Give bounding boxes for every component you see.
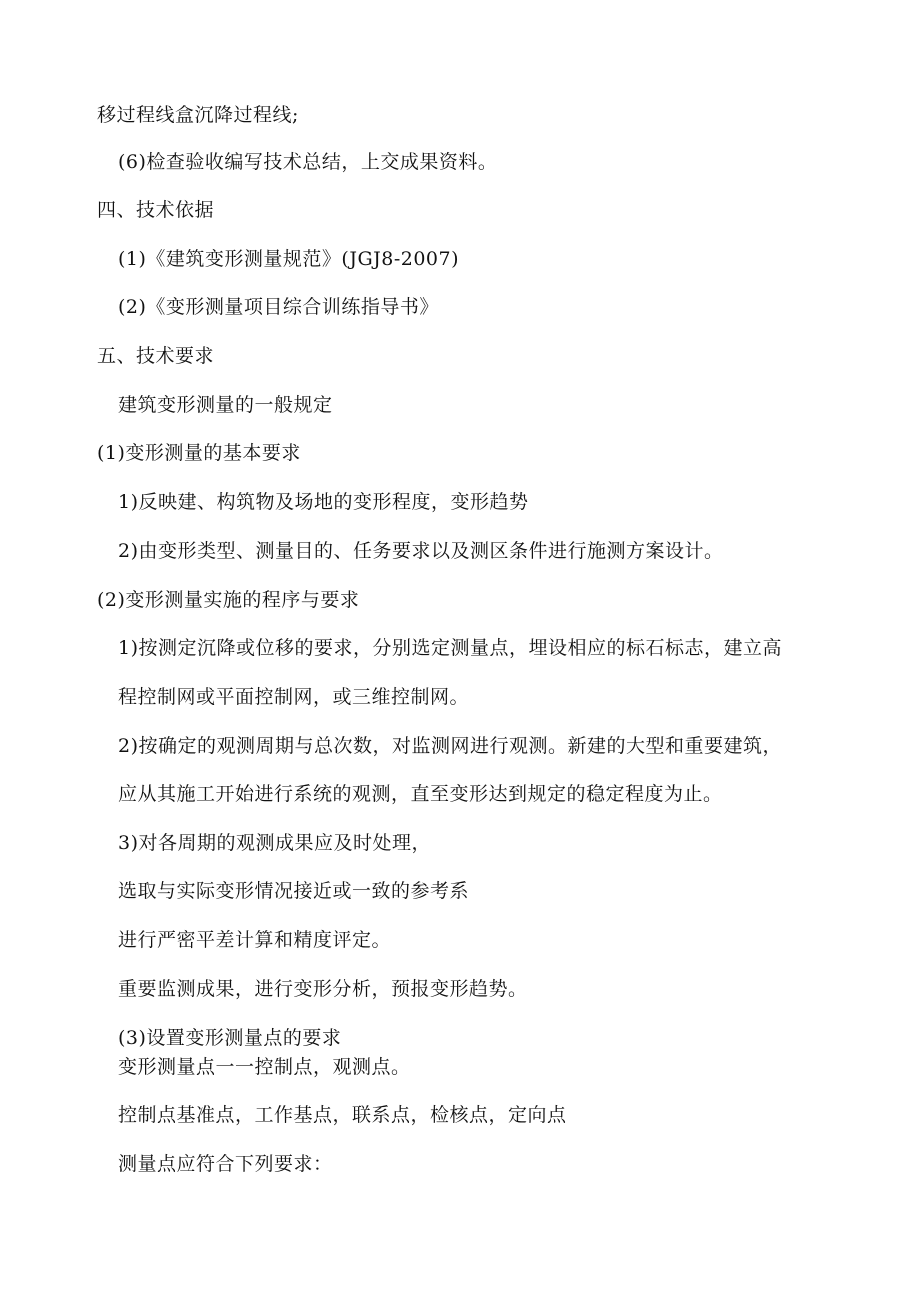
section-heading: 四、技术依据 — [97, 199, 215, 221]
text-line: 进行严密平差计算和精度评定。 — [118, 929, 392, 951]
text-line: 测量点应符合下列要求： — [118, 1153, 333, 1175]
text-line: (1)《建筑变形测量规范》(JGJ8-2007) — [118, 248, 460, 270]
subsection-heading: (3)设置变形测量点的要求 — [118, 1027, 342, 1049]
text-line: 建筑变形测量的一般规定 — [118, 394, 333, 416]
text-line: 重要监测成果，进行变形分析，预报变形趋势。 — [118, 978, 528, 1000]
text-line: (6)检查验收编写技术总结，上交成果资料。 — [118, 151, 498, 173]
text-line: 应从其施工开始进行系统的观测，直至变形达到规定的稳定程度为止。 — [118, 783, 723, 805]
text-line: 移过程线盒沉降过程线; — [97, 104, 299, 126]
text-line: 控制点基准点，工作基点，联系点，检核点，定向点 — [118, 1104, 567, 1126]
section-heading: 五、技术要求 — [97, 345, 215, 367]
text-line: 程控制网或平面控制网，或三维控制网。 — [118, 686, 470, 708]
subsection-heading: (2)变形测量实施的程序与要求 — [97, 589, 360, 611]
text-line: 变形测量点一一控制点，观测点。 — [118, 1056, 411, 1078]
subsection-heading: (1)变形测量的基本要求 — [97, 442, 301, 464]
text-line: 选取与实际变形情况接近或一致的参考系 — [118, 880, 470, 902]
text-line: 2)由变形类型、测量目的、任务要求以及测区条件进行施测方案设计。 — [118, 540, 724, 562]
text-line: 3)对各周期的观测成果应及时处理， — [118, 832, 432, 854]
text-line: (2)《变形测量项目综合训练指导书》 — [118, 296, 439, 318]
text-line: 2)按确定的观测周期与总次数，对监测网进行观测。新建的大型和重要建筑， — [118, 735, 783, 757]
text-line: 1)反映建、构筑物及场地的变形程度，变形趋势 — [118, 491, 529, 513]
text-line: 1)按测定沉降或位移的要求，分别选定测量点，埋设相应的标石标志，建立高 — [118, 637, 783, 659]
